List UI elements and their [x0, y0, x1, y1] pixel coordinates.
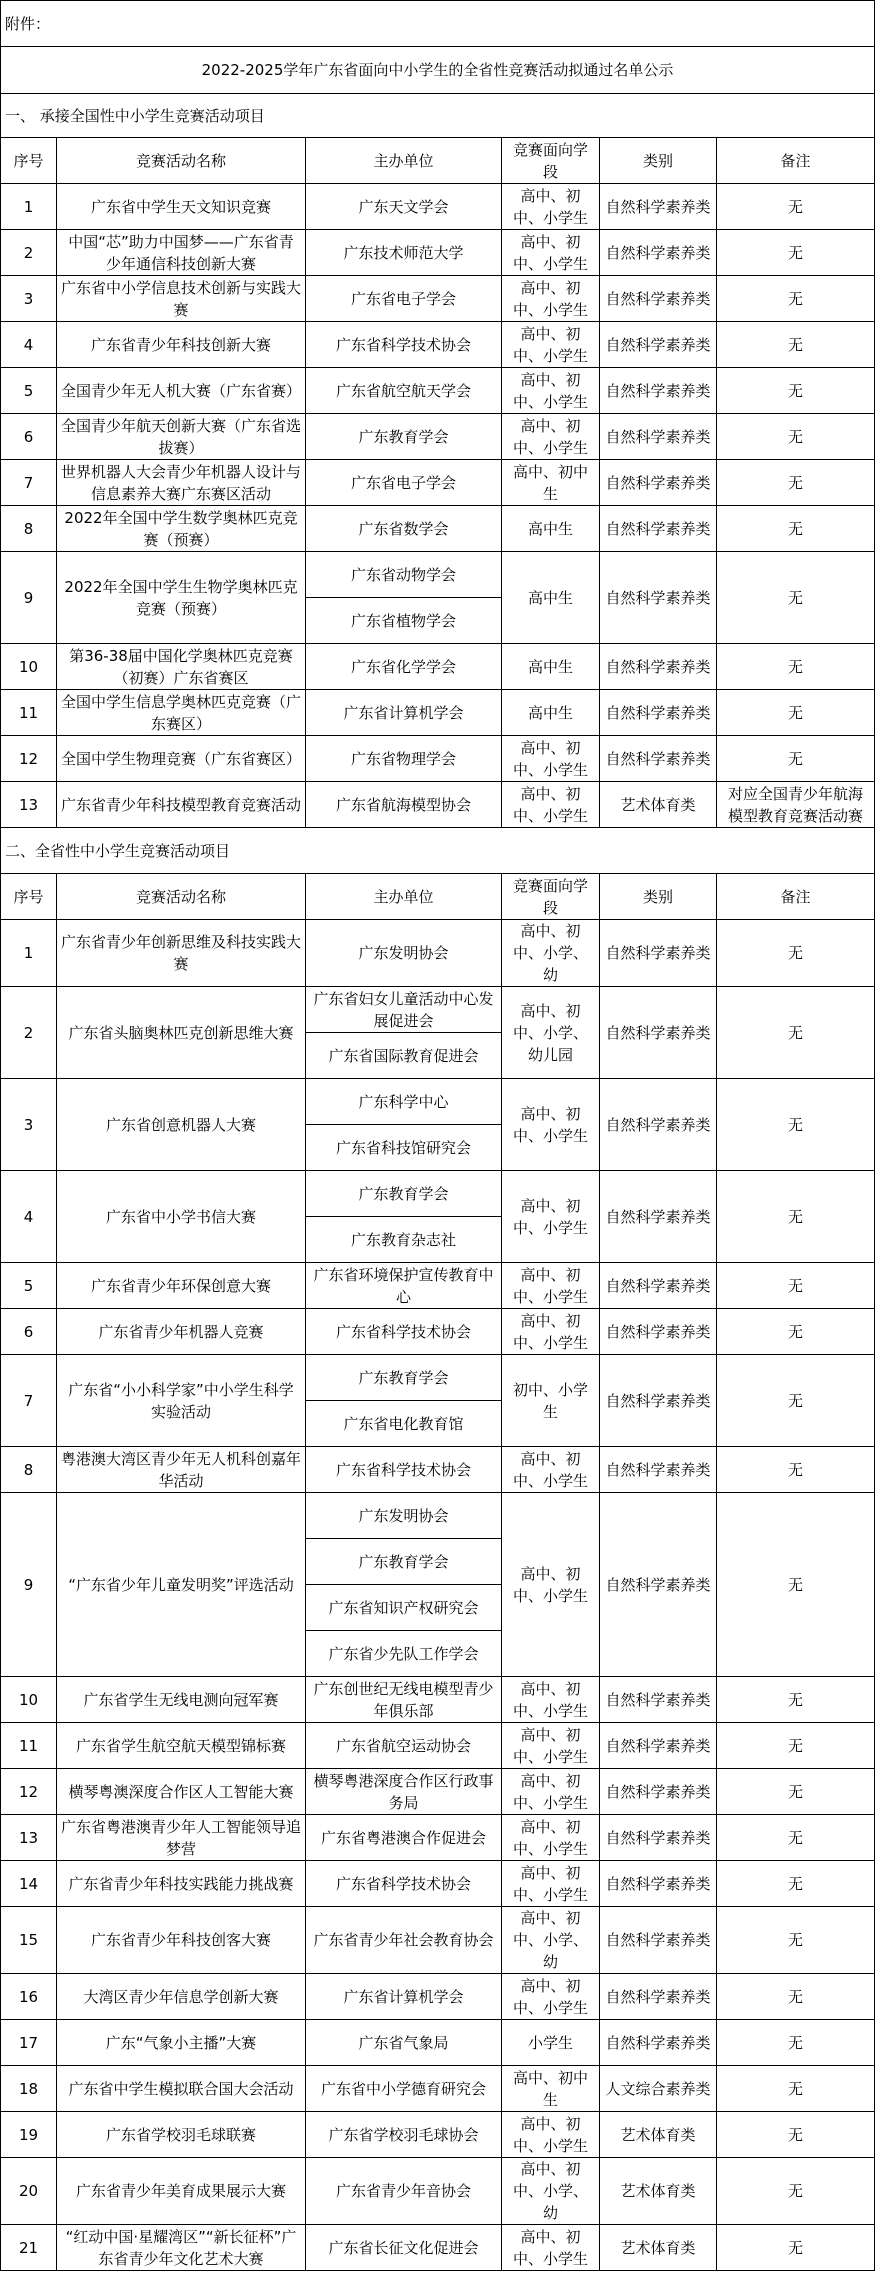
- competition-name: 广东省青少年科技创新大赛: [57, 322, 306, 368]
- category: 自然科学素养类: [600, 920, 717, 987]
- organizer: 广东教育杂志社: [306, 1217, 502, 1263]
- table-row: [1, 2020, 875, 2066]
- table-row: [1, 1309, 875, 1355]
- table-row: [1, 1355, 875, 1401]
- competition-name: 全国青少年航天创新大赛（广东省选拔赛）: [57, 414, 306, 460]
- header-note: 备注: [717, 874, 875, 920]
- row-number: 11: [1, 690, 57, 736]
- school-stage: 高中、初中、小学生: [502, 1861, 600, 1907]
- table-row: [1, 782, 875, 828]
- organizer: 横琴粤港深度合作区行政事务局: [306, 1769, 502, 1815]
- school-stage: 高中生: [502, 552, 600, 644]
- organizer: 广东天文学会: [306, 184, 502, 230]
- note: 无: [717, 690, 875, 736]
- competition-name: 世界机器人大会青少年机器人设计与信息素养大赛广东赛区活动: [57, 460, 306, 506]
- note: 无: [717, 2112, 875, 2158]
- note: 无: [717, 1907, 875, 1974]
- table-row: [1, 414, 875, 460]
- note: 无: [717, 230, 875, 276]
- note: 无: [717, 1723, 875, 1769]
- table-row: [1, 987, 875, 1033]
- organizer: 广东省长征文化促进会: [306, 2225, 502, 2271]
- header-stage: 竞赛面向学段: [502, 138, 600, 184]
- table-row: [1, 460, 875, 506]
- category: 自然科学素养类: [600, 1861, 717, 1907]
- note: 无: [717, 1769, 875, 1815]
- note: 无: [717, 2066, 875, 2112]
- category: 自然科学素养类: [600, 1677, 717, 1723]
- section1-title: 一、 承接全国性中小学生竞赛活动项目: [1, 94, 875, 138]
- note: 无: [717, 2225, 875, 2271]
- school-stage: 高中、初中、小学生: [502, 1769, 600, 1815]
- note: 无: [717, 736, 875, 782]
- school-stage: 高中、初中、小学生: [502, 276, 600, 322]
- row-number: 12: [1, 1769, 57, 1815]
- table-row: [1, 1815, 875, 1861]
- row-number: 17: [1, 2020, 57, 2066]
- organizer: 广东省航空航天学会: [306, 368, 502, 414]
- note: 对应全国青少年航海模型教育竞赛活动赛: [717, 782, 875, 828]
- category: 自然科学素养类: [600, 1769, 717, 1815]
- row-number: 6: [1, 1309, 57, 1355]
- table-row: [1, 1974, 875, 2020]
- table-row: [1, 2066, 875, 2112]
- row-number: 3: [1, 1079, 57, 1171]
- school-stage: 高中、初中、小学、幼儿园: [502, 987, 600, 1079]
- school-stage: 小学生: [502, 2020, 600, 2066]
- competition-name: 广东省头脑奥林匹克创新思维大赛: [57, 987, 306, 1079]
- note: 无: [717, 644, 875, 690]
- category: 自然科学素养类: [600, 414, 717, 460]
- row-number: 9: [1, 1493, 57, 1677]
- table-row: [1, 1493, 875, 1539]
- school-stage: 高中、初中、小学、幼: [502, 2158, 600, 2225]
- school-stage: 高中生: [502, 690, 600, 736]
- school-stage: 高中、初中、小学生: [502, 1815, 600, 1861]
- row-number: 15: [1, 1907, 57, 1974]
- school-stage: 高中、初中、小学生: [502, 1723, 600, 1769]
- header-name: 竞赛活动名称: [57, 138, 306, 184]
- table-row: [1, 1907, 875, 1974]
- row-number: 4: [1, 322, 57, 368]
- header-stage: 竞赛面向学段: [502, 874, 600, 920]
- school-stage: 高中、初中、小学生: [502, 368, 600, 414]
- table-row: [1, 2112, 875, 2158]
- row-number: 1: [1, 184, 57, 230]
- competition-name: “红动中国·星耀湾区”“新长征杯”广东省青少年文化艺术大赛: [57, 2225, 306, 2271]
- row-number: 4: [1, 1171, 57, 1263]
- school-stage: 高中、初中、小学生: [502, 1974, 600, 2020]
- category: 自然科学素养类: [600, 1309, 717, 1355]
- row-number: 11: [1, 1723, 57, 1769]
- competition-name: 2022年全国中学生数学奥林匹克竞赛（预赛）: [57, 506, 306, 552]
- row-number: 19: [1, 2112, 57, 2158]
- table-row: [1, 1723, 875, 1769]
- organizer: 广东省航空运动协会: [306, 1723, 502, 1769]
- table-row: [1, 2225, 875, 2271]
- note: 无: [717, 1861, 875, 1907]
- competition-name: 广东省青少年环保创意大赛: [57, 1263, 306, 1309]
- category: 自然科学素养类: [600, 1815, 717, 1861]
- competition-name: 广东“气象小主播”大赛: [57, 2020, 306, 2066]
- organizer: 广东省科学技术协会: [306, 1447, 502, 1493]
- row-number: 16: [1, 1974, 57, 2020]
- category: 自然科学素养类: [600, 552, 717, 644]
- table-row: [1, 644, 875, 690]
- title-row: [1, 47, 875, 94]
- organizer: 广东省环境保护宣传教育中心: [306, 1263, 502, 1309]
- competition-name: 横琴粤澳深度合作区人工智能大赛: [57, 1769, 306, 1815]
- organizer: 广东发明协会: [306, 1493, 502, 1539]
- header-name: 竞赛活动名称: [57, 874, 306, 920]
- competition-name: 广东省中小学信息技术创新与实践大赛: [57, 276, 306, 322]
- competition-name: 广东省青少年科技创客大赛: [57, 1907, 306, 1974]
- category: 自然科学素养类: [600, 1355, 717, 1447]
- table-row: [1, 1769, 875, 1815]
- organizer: 广东省中小学德育研究会: [306, 2066, 502, 2112]
- organizer: 广东省植物学会: [306, 598, 502, 644]
- category: 艺术体育类: [600, 2225, 717, 2271]
- school-stage: 高中生: [502, 506, 600, 552]
- competition-name: 全国中学生物理竞赛（广东省赛区）: [57, 736, 306, 782]
- competition-name: “广东省少年儿童发明奖”评选活动: [57, 1493, 306, 1677]
- header-category: 类别: [600, 874, 717, 920]
- school-stage: 高中、初中、小学生: [502, 736, 600, 782]
- note: 无: [717, 322, 875, 368]
- school-stage: 高中、初中、小学生: [502, 1309, 600, 1355]
- category: 自然科学素养类: [600, 1974, 717, 2020]
- category: 自然科学素养类: [600, 230, 717, 276]
- organizer: 广东省粤港澳合作促进会: [306, 1815, 502, 1861]
- row-number: 1: [1, 920, 57, 987]
- row-number: 12: [1, 736, 57, 782]
- header-no: 序号: [1, 138, 57, 184]
- school-stage: 高中、初中、小学生: [502, 322, 600, 368]
- organizer: 广东省国际教育促进会: [306, 1033, 502, 1079]
- category: 人文综合素养类: [600, 2066, 717, 2112]
- organizer: 广东省科学技术协会: [306, 322, 502, 368]
- school-stage: 高中、初中、小学生: [502, 230, 600, 276]
- table-row: [1, 368, 875, 414]
- category: 自然科学素养类: [600, 1263, 717, 1309]
- note: 无: [717, 1355, 875, 1447]
- header-org: 主办单位: [306, 874, 502, 920]
- school-stage: 高中、初中、小学生: [502, 184, 600, 230]
- row-number: 5: [1, 1263, 57, 1309]
- category: 自然科学素养类: [600, 322, 717, 368]
- competition-name: 广东省中学生天文知识竞赛: [57, 184, 306, 230]
- category: 自然科学素养类: [600, 506, 717, 552]
- competition-name: 粤港澳大湾区青少年无人机科创嘉年华活动: [57, 1447, 306, 1493]
- school-stage: 高中、初中、小学生: [502, 414, 600, 460]
- table-row: [1, 1171, 875, 1217]
- competition-name: 全国青少年无人机大赛（广东省赛）: [57, 368, 306, 414]
- organizer: 广东教育学会: [306, 1355, 502, 1401]
- competition-name: 广东省青少年机器人竞赛: [57, 1309, 306, 1355]
- competition-name: 广东省青少年美育成果展示大赛: [57, 2158, 306, 2225]
- competition-name: 全国中学生信息学奥林匹克竞赛（广东赛区）: [57, 690, 306, 736]
- organizer: 广东省科学技术协会: [306, 1861, 502, 1907]
- table-row: [1, 1861, 875, 1907]
- competition-name: 广东省青少年科技模型教育竞赛活动: [57, 782, 306, 828]
- organizer: 广东省电子学会: [306, 276, 502, 322]
- school-stage: 高中、初中、小学生: [502, 1677, 600, 1723]
- organizer: 广东省妇女儿童活动中心发展促进会: [306, 987, 502, 1033]
- section1-title-row: [1, 94, 875, 138]
- row-number: 8: [1, 1447, 57, 1493]
- organizer: 广东教育学会: [306, 1539, 502, 1585]
- note: 无: [717, 414, 875, 460]
- header-org: 主办单位: [306, 138, 502, 184]
- organizer: 广东省航海模型协会: [306, 782, 502, 828]
- organizer: 广东省动物学会: [306, 552, 502, 598]
- school-stage: 高中生: [502, 644, 600, 690]
- table-row: [1, 322, 875, 368]
- category: 自然科学素养类: [600, 460, 717, 506]
- school-stage: 高中、初中生: [502, 460, 600, 506]
- table-row: [1, 276, 875, 322]
- section2-title-row: [1, 828, 875, 874]
- table-row: [1, 1263, 875, 1309]
- organizer: 广东科学中心: [306, 1079, 502, 1125]
- note: 无: [717, 1079, 875, 1171]
- competition-name: 大湾区青少年信息学创新大赛: [57, 1974, 306, 2020]
- note: 无: [717, 460, 875, 506]
- note: 无: [717, 2158, 875, 2225]
- category: 自然科学素养类: [600, 1079, 717, 1171]
- category: 自然科学素养类: [600, 1171, 717, 1263]
- category: 自然科学素养类: [600, 1907, 717, 1974]
- note: 无: [717, 1309, 875, 1355]
- row-number: 14: [1, 1861, 57, 1907]
- note: 无: [717, 1263, 875, 1309]
- competition-name: 广东省学生航空航天模型锦标赛: [57, 1723, 306, 1769]
- table-row: [1, 1677, 875, 1723]
- table-row: [1, 1079, 875, 1125]
- note: 无: [717, 1493, 875, 1677]
- category: 自然科学素养类: [600, 1723, 717, 1769]
- category: 艺术体育类: [600, 2158, 717, 2225]
- category: 自然科学素养类: [600, 1493, 717, 1677]
- category: 自然科学素养类: [600, 736, 717, 782]
- category: 艺术体育类: [600, 782, 717, 828]
- table-row: [1, 552, 875, 598]
- competition-name: 2022年全国中学生生物学奥林匹克竞赛（预赛）: [57, 552, 306, 644]
- school-stage: 初中、小学生: [502, 1355, 600, 1447]
- organizer: 广东创世纪无线电模型青少年俱乐部: [306, 1677, 502, 1723]
- organizer: 广东省科学技术协会: [306, 1309, 502, 1355]
- table-row: [1, 184, 875, 230]
- section1-header-row: [1, 138, 875, 184]
- category: 自然科学素养类: [600, 690, 717, 736]
- school-stage: 高中、初中、小学、幼: [502, 920, 600, 987]
- row-number: 8: [1, 506, 57, 552]
- note: 无: [717, 1447, 875, 1493]
- row-number: 20: [1, 2158, 57, 2225]
- school-stage: 高中、初中、小学生: [502, 2225, 600, 2271]
- organizer: 广东省电化教育馆: [306, 1401, 502, 1447]
- header-note: 备注: [717, 138, 875, 184]
- school-stage: 高中、初中、小学生: [502, 1171, 600, 1263]
- competition-name: 广东省中小学书信大赛: [57, 1171, 306, 1263]
- competition-name: 广东省学生无线电测向冠军赛: [57, 1677, 306, 1723]
- table-row: [1, 2158, 875, 2225]
- table-row: [1, 1447, 875, 1493]
- organizer: 广东省青少年社会教育协会: [306, 1907, 502, 1974]
- category: 自然科学素养类: [600, 2020, 717, 2066]
- note: 无: [717, 1974, 875, 2020]
- organizer: 广东教育学会: [306, 1171, 502, 1217]
- note: 无: [717, 184, 875, 230]
- note: 无: [717, 1171, 875, 1263]
- organizer: 广东教育学会: [306, 414, 502, 460]
- competition-name: 第36-38届中国化学奥林匹克竞赛（初赛）广东省赛区: [57, 644, 306, 690]
- row-number: 13: [1, 782, 57, 828]
- note: 无: [717, 1677, 875, 1723]
- note: 无: [717, 2020, 875, 2066]
- row-number: 21: [1, 2225, 57, 2271]
- organizer: 广东省学校羽毛球协会: [306, 2112, 502, 2158]
- section2-title: 二、全省性中小学生竞赛活动项目: [1, 828, 875, 874]
- competition-name: 广东省“小小科学家”中小学生科学实验活动: [57, 1355, 306, 1447]
- row-number: 9: [1, 552, 57, 644]
- row-number: 10: [1, 1677, 57, 1723]
- organizer: 广东省电子学会: [306, 460, 502, 506]
- organizer: 广东省气象局: [306, 2020, 502, 2066]
- category: 自然科学素养类: [600, 276, 717, 322]
- note: 无: [717, 368, 875, 414]
- organizer: 广东省青少年音协会: [306, 2158, 502, 2225]
- organizer: 广东省计算机学会: [306, 690, 502, 736]
- attachment-label: 附件：: [1, 1, 875, 47]
- note: 无: [717, 552, 875, 644]
- organizer: 广东技术师范大学: [306, 230, 502, 276]
- note: 无: [717, 1815, 875, 1861]
- note: 无: [717, 276, 875, 322]
- competition-name: 广东省青少年创新思维及科技实践大赛: [57, 920, 306, 987]
- competition-name: 广东省粤港澳青少年人工智能领导追梦营: [57, 1815, 306, 1861]
- row-number: 6: [1, 414, 57, 460]
- table-row: [1, 920, 875, 987]
- attachment-row: [1, 1, 875, 47]
- note: 无: [717, 506, 875, 552]
- table-row: [1, 736, 875, 782]
- school-stage: 高中、初中生: [502, 2066, 600, 2112]
- organizer: 广东发明协会: [306, 920, 502, 987]
- page-title: 2022-2025学年广东省面向中小学生的全省性竞赛活动拟通过名单公示: [1, 47, 875, 94]
- row-number: 18: [1, 2066, 57, 2112]
- row-number: 7: [1, 1355, 57, 1447]
- category: 自然科学素养类: [600, 987, 717, 1079]
- competition-name: 广东省创意机器人大赛: [57, 1079, 306, 1171]
- organizer: 广东省少先队工作学会: [306, 1631, 502, 1677]
- note: 无: [717, 920, 875, 987]
- row-number: 2: [1, 230, 57, 276]
- table-row: [1, 506, 875, 552]
- school-stage: 高中、初中、小学生: [502, 1079, 600, 1171]
- row-number: 2: [1, 987, 57, 1079]
- category: 自然科学素养类: [600, 644, 717, 690]
- row-number: 10: [1, 644, 57, 690]
- organizer: 广东省数学会: [306, 506, 502, 552]
- row-number: 13: [1, 1815, 57, 1861]
- category: 艺术体育类: [600, 2112, 717, 2158]
- school-stage: 高中、初中、小学生: [502, 1493, 600, 1677]
- competition-name: 广东省学校羽毛球联赛: [57, 2112, 306, 2158]
- section2-header-row: [1, 874, 875, 920]
- header-category: 类别: [600, 138, 717, 184]
- school-stage: 高中、初中、小学生: [502, 782, 600, 828]
- competition-name: 广东省青少年科技实践能力挑战赛: [57, 1861, 306, 1907]
- organizer: 广东省物理学会: [306, 736, 502, 782]
- organizer: 广东省知识产权研究会: [306, 1585, 502, 1631]
- row-number: 3: [1, 276, 57, 322]
- category: 自然科学素养类: [600, 184, 717, 230]
- table-row: [1, 230, 875, 276]
- category: 自然科学素养类: [600, 1447, 717, 1493]
- organizer: 广东省科技馆研究会: [306, 1125, 502, 1171]
- table-row: [1, 690, 875, 736]
- organizer: 广东省化学学会: [306, 644, 502, 690]
- school-stage: 高中、初中、小学生: [502, 1447, 600, 1493]
- organizer: 广东省计算机学会: [306, 1974, 502, 2020]
- category: 自然科学素养类: [600, 368, 717, 414]
- school-stage: 高中、初中、小学、幼: [502, 1907, 600, 1974]
- school-stage: 高中、初中、小学生: [502, 1263, 600, 1309]
- row-number: 7: [1, 460, 57, 506]
- note: 无: [717, 987, 875, 1079]
- competition-name: 中国“芯”助力中国梦——广东省青少年通信科技创新大赛: [57, 230, 306, 276]
- competition-name: 广东省中学生模拟联合国大会活动: [57, 2066, 306, 2112]
- school-stage: 高中、初中、小学生: [502, 2112, 600, 2158]
- header-no: 序号: [1, 874, 57, 920]
- row-number: 5: [1, 368, 57, 414]
